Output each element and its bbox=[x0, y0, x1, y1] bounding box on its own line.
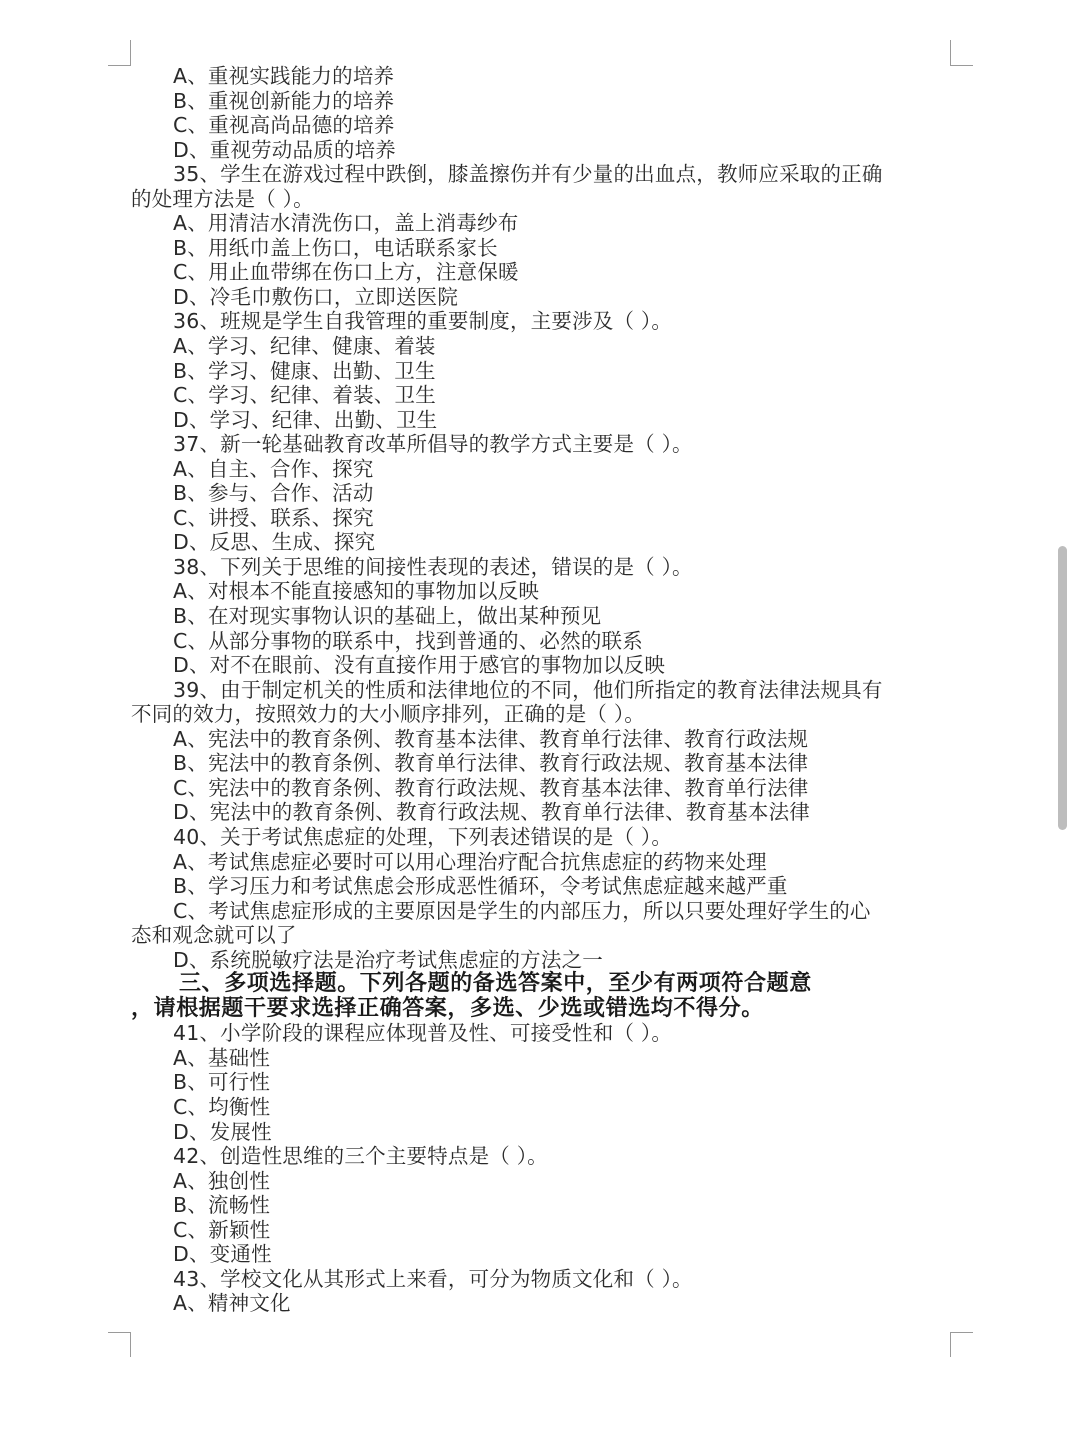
text-line: A、精神文化 bbox=[173, 1291, 291, 1316]
text-line: A、自主、合作、探究 bbox=[173, 456, 374, 481]
text-line: C、均衡性 bbox=[173, 1094, 271, 1119]
text-line: C、重视高尚品德的培养 bbox=[173, 113, 395, 138]
text-line: B、重视创新能力的培养 bbox=[173, 88, 395, 113]
text-line: 态和观念就可以了 bbox=[131, 923, 297, 948]
text-line: 的处理方法是（ ）。 bbox=[131, 186, 314, 211]
crop-mark-top-right bbox=[950, 40, 973, 66]
text-line: 不同的效力，按照效力的大小顺序排列，正确的是（ ）。 bbox=[131, 702, 645, 727]
text-line: A、用清洁水清洗伤口，盖上消毒纱布 bbox=[173, 211, 519, 236]
text-line: D、学习、纪律、出勤、卫生 bbox=[173, 407, 438, 432]
text-line: 39、由于制定机关的性质和法律地位的不同，他们所指定的教育法律法规具有 bbox=[173, 677, 883, 702]
text-line: A、重视实践能力的培养 bbox=[173, 64, 395, 88]
text-line: D、反思、生成、探究 bbox=[173, 530, 376, 555]
section-heading-line: 三、多项选择题。下列各题的备选答案中，至少有两项符合题意 bbox=[179, 971, 812, 997]
text-line: B、可行性 bbox=[173, 1070, 271, 1095]
text-line: C、用止血带绑在伤口上方，注意保暖 bbox=[173, 260, 519, 285]
text-line: B、流畅性 bbox=[173, 1193, 271, 1218]
text-line: C、学习、纪律、着装、卫生 bbox=[173, 383, 436, 408]
section-heading-line: ，请根据题干要求选择正确答案，多选、少选或错选均不得分。 bbox=[131, 995, 764, 1021]
text-line: D、重视劳动品质的培养 bbox=[173, 137, 396, 162]
text-line: B、在对现实事物认识的基础上，做出某种预见 bbox=[173, 604, 602, 629]
text-line: A、宪法中的教育条例、教育基本法律、教育单行法律、教育行政法规 bbox=[173, 726, 809, 751]
text-line: D、对不在眼前、没有直接作用于感官的事物加以反映 bbox=[173, 653, 666, 678]
text-line: C、讲授、联系、探究 bbox=[173, 505, 374, 530]
text-line: C、宪法中的教育条例、教育行政法规、教育基本法律、教育单行法律 bbox=[173, 775, 809, 800]
text-line: A、学习、纪律、健康、着装 bbox=[173, 334, 436, 359]
text-line: D、宪法中的教育条例、教育行政法规、教育单行法律、教育基本法律 bbox=[173, 800, 810, 825]
text-line: D、系统脱敏疗法是治疗考试焦虑症的方法之一 bbox=[173, 947, 603, 972]
text-line: 37、新一轮基础教育改革所倡导的教学方式主要是（ ）。 bbox=[173, 432, 693, 457]
text-line: A、考试焦虑症必要时可以用心理治疗配合抗焦虑症的药物来处理 bbox=[173, 849, 767, 874]
text-line: C、考试焦虑症形成的主要原因是学生的内部压力，所以只要处理好学生的心 bbox=[173, 898, 871, 923]
text-line: 38、下列关于思维的间接性表现的表述，错误的是（ ）。 bbox=[173, 554, 693, 579]
text-line: 35、学生在游戏过程中跌倒，膝盖擦伤并有少量的出血点，教师应采取的正确 bbox=[173, 162, 883, 187]
text-line: B、宪法中的教育条例、教育单行法律、教育行政法规、教育基本法律 bbox=[173, 751, 809, 776]
text-line: D、发展性 bbox=[173, 1119, 272, 1144]
text-line: 42、创造性思维的三个主要特点是（ ）。 bbox=[173, 1144, 548, 1169]
crop-mark-bottom-left bbox=[108, 1332, 131, 1357]
text-line: B、学习、健康、出勤、卫生 bbox=[173, 358, 436, 383]
crop-mark-top-left bbox=[108, 40, 131, 66]
text-line: D、冷毛巾敷伤口，立即送医院 bbox=[173, 284, 459, 309]
text-line: B、学习压力和考试焦虑会形成恶性循环，令考试焦虑症越来越严重 bbox=[173, 874, 788, 899]
text-line: D、变通性 bbox=[173, 1242, 272, 1267]
text-line: C、从部分事物的联系中，找到普通的、必然的联系 bbox=[173, 628, 643, 653]
text-line: B、用纸巾盖上伤口，电话联系家长 bbox=[173, 235, 498, 260]
text-line: 43、学校文化从其形式上来看，可分为物质文化和（ ）。 bbox=[173, 1266, 693, 1291]
text-line: 40、关于考试焦虑症的处理，下列表述错误的是（ ）。 bbox=[173, 824, 673, 849]
text-line: C、新颖性 bbox=[173, 1217, 271, 1242]
text-line: B、参与、合作、活动 bbox=[173, 481, 374, 506]
text-line: A、基础性 bbox=[173, 1045, 271, 1070]
text-line: 41、小学阶段的课程应体现普及性、可接受性和（ ）。 bbox=[173, 1021, 673, 1046]
document-body bbox=[131, 64, 951, 1316]
text-line: A、独创性 bbox=[173, 1168, 271, 1193]
scrollbar-thumb[interactable] bbox=[1058, 546, 1067, 830]
text-line: 36、班规是学生自我管理的重要制度，主要涉及（ ）。 bbox=[173, 309, 673, 334]
crop-mark-bottom-right bbox=[950, 1332, 973, 1357]
text-line: A、对根本不能直接感知的事物加以反映 bbox=[173, 579, 540, 604]
